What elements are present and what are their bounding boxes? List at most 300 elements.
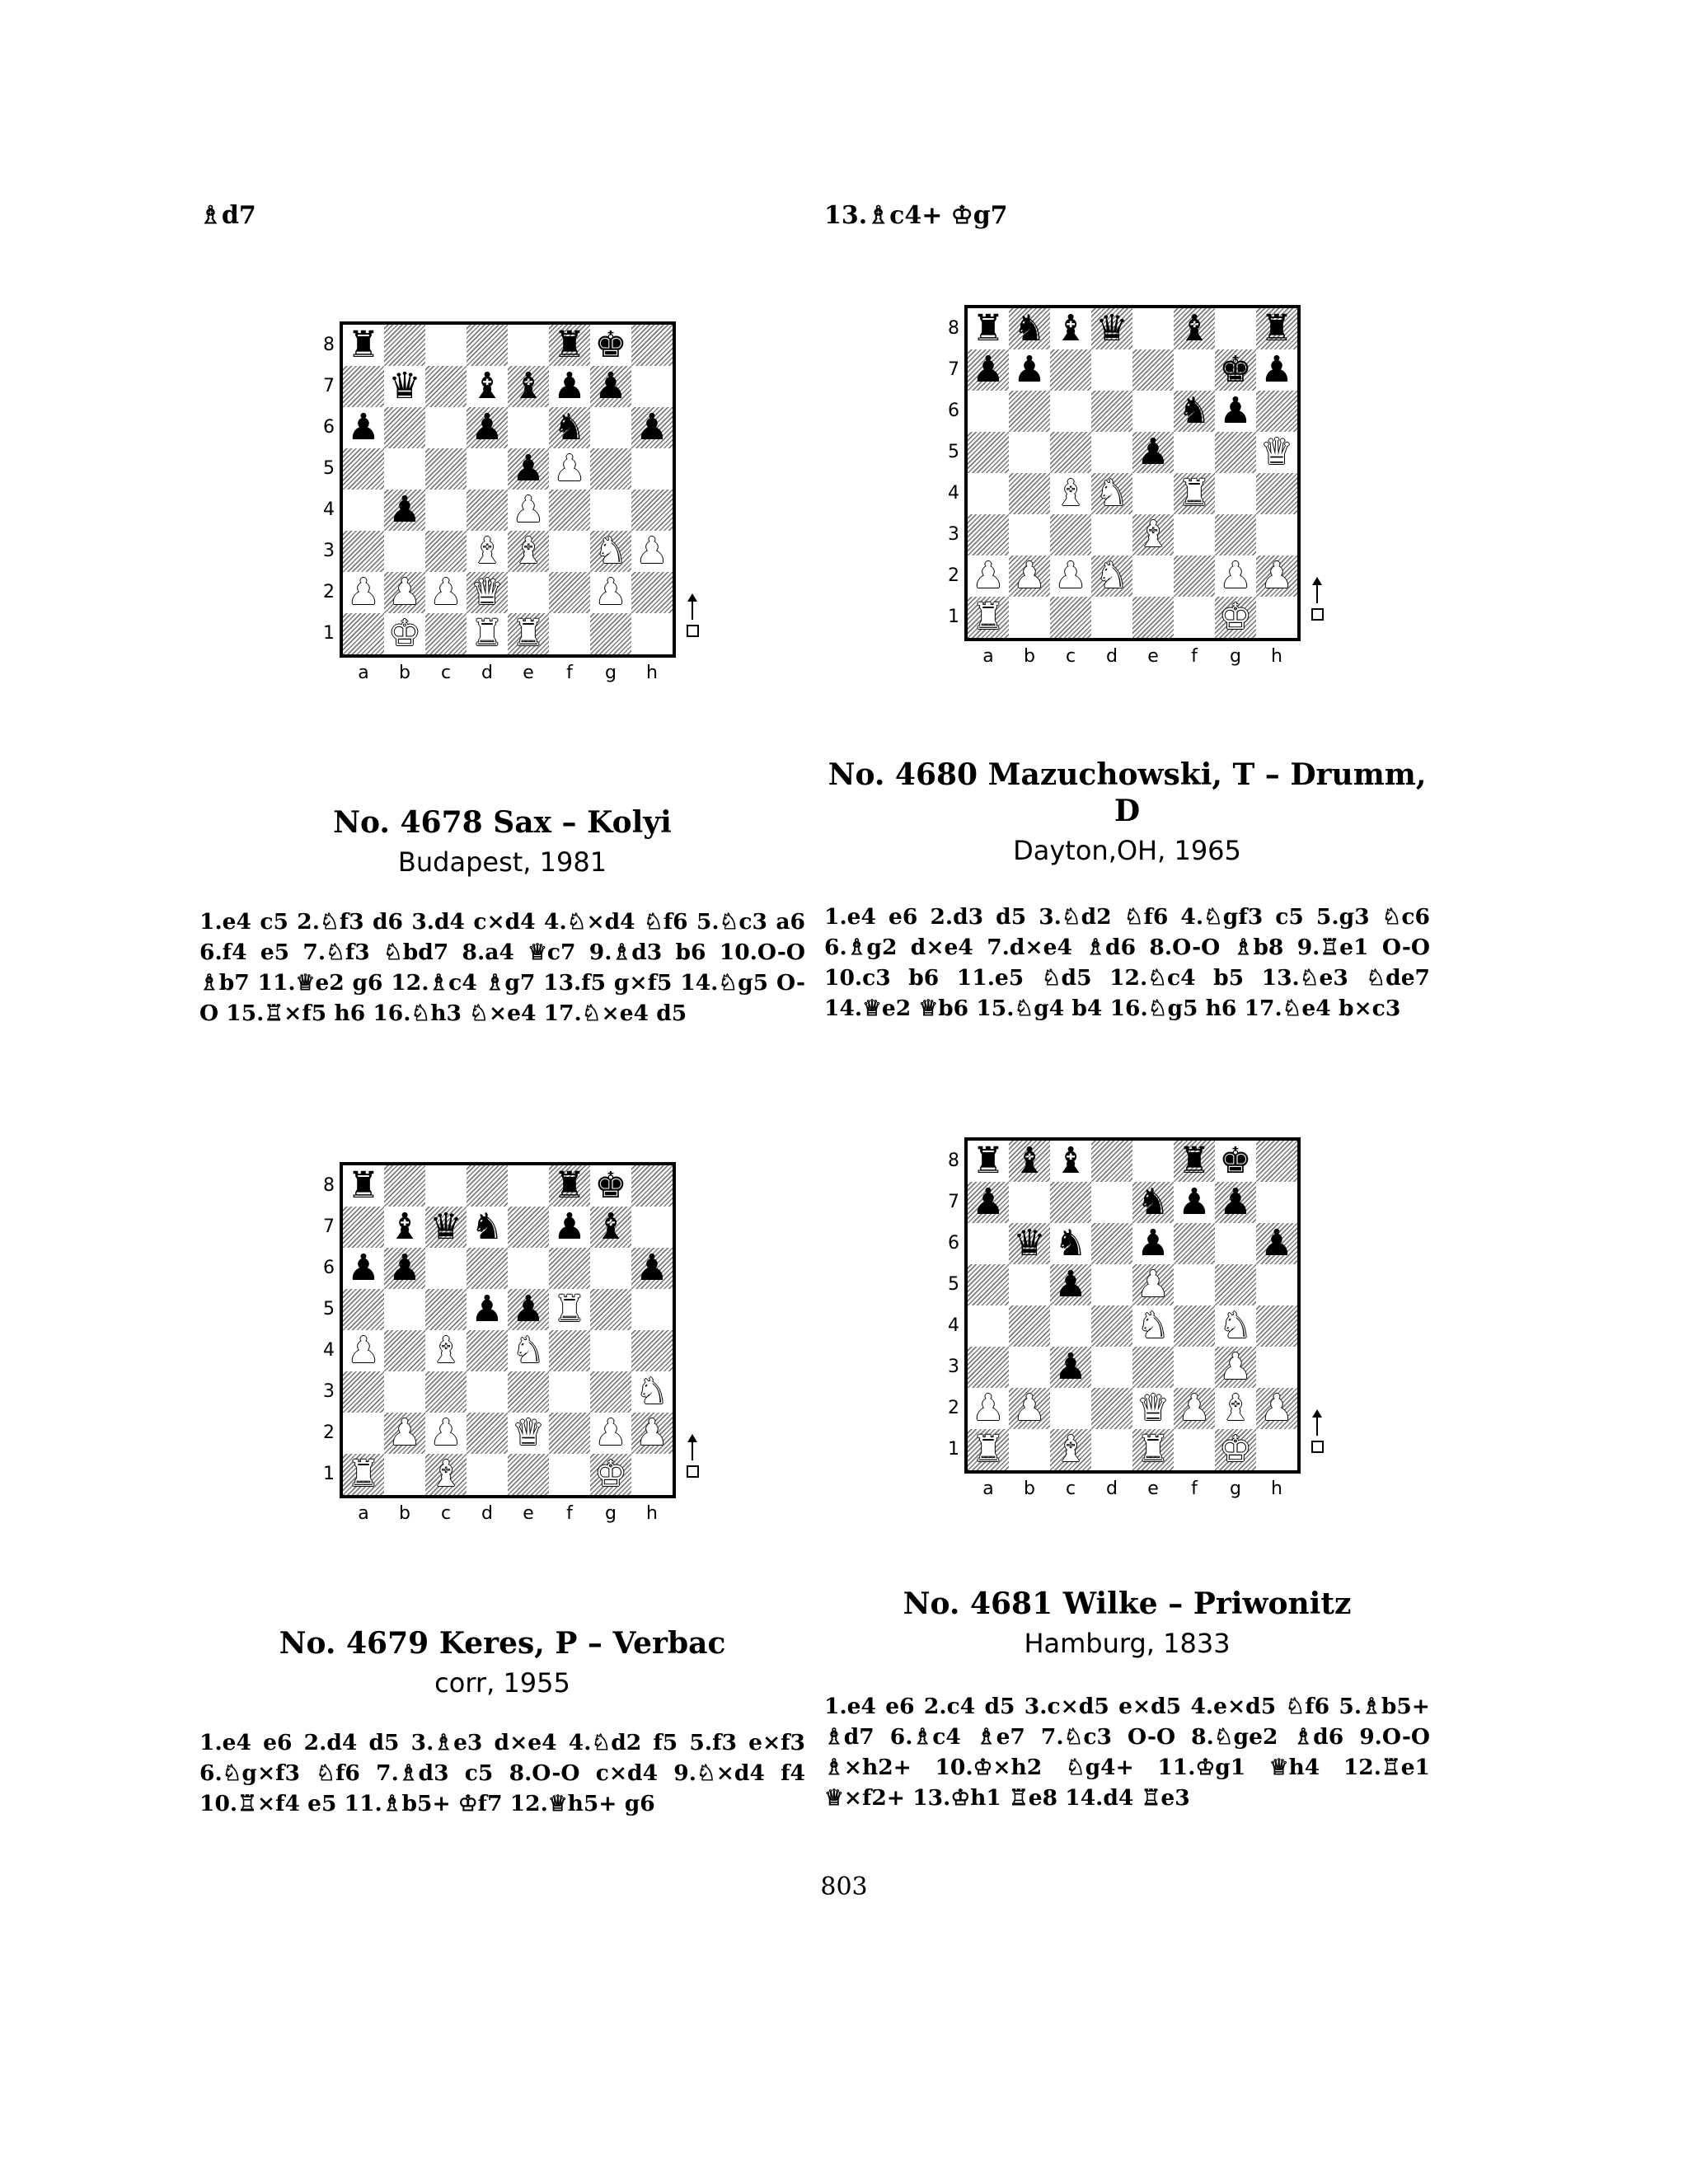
board-square-e2 <box>1132 555 1174 597</box>
chess-board <box>964 1137 1301 1474</box>
board-square-g6 <box>1215 1223 1256 1264</box>
file-label: h <box>1271 646 1282 667</box>
file-label: b <box>1024 646 1035 667</box>
board-square-c7 <box>425 1207 467 1248</box>
board-square-d8 <box>467 1165 508 1207</box>
board-square-c2 <box>1050 555 1091 597</box>
black-pawn-icon: ♟ <box>347 406 380 448</box>
board-square-e6 <box>1132 391 1174 432</box>
board-square-c8 <box>1050 308 1091 349</box>
black-rook-icon: ♜ <box>347 1165 380 1207</box>
board-square-b7 <box>1009 1182 1050 1223</box>
board-square-b6 <box>1009 391 1050 432</box>
black-bishop-icon: ♝ <box>471 365 504 407</box>
black-bishop-icon: ♝ <box>594 1206 627 1248</box>
rank-label: 8 <box>948 318 959 339</box>
board-square-a3 <box>343 1371 384 1413</box>
white-pawn-icon: ♟ <box>1013 1387 1046 1429</box>
board-square-c2 <box>425 572 467 613</box>
board-square-a1 <box>968 597 1009 638</box>
board-square-d3 <box>1091 514 1132 555</box>
board-square-d2 <box>1091 555 1132 597</box>
white-bishop-icon: ♝ <box>429 1453 462 1495</box>
game-moves: 1.e4 e6 2.d4 d5 3.♗e3 d×e4 4.♘d2 f5 5.f3 e×f3 6.♘g×f3 ♘f6 7.♗d3 c5 8.O-O c×d4 9.♘×d4 f4 10.♖×f4 e5 11.♗b5+ ♔f7 12.♕h5+ g6 <box>199 1730 805 1816</box>
black-rook-icon: ♜ <box>972 1140 1005 1182</box>
board-square-f1 <box>549 1454 590 1495</box>
board-square-h3 <box>631 1371 673 1413</box>
rank-label: 5 <box>323 1299 335 1319</box>
board-square-e7 <box>1132 1182 1174 1223</box>
board-square-f6 <box>1174 391 1215 432</box>
board-square-c8 <box>425 1165 467 1207</box>
board-square-b1 <box>1009 1429 1050 1470</box>
board-square-h1 <box>1256 1429 1297 1470</box>
board-square-h4 <box>1256 1305 1297 1347</box>
board-square-b7 <box>384 1207 425 1248</box>
board-square-d2 <box>1091 1388 1132 1429</box>
board-square-c5 <box>1050 1264 1091 1305</box>
board-square-f4 <box>549 1330 590 1371</box>
board-square-h4 <box>631 1330 673 1371</box>
board-square-e2 <box>508 572 549 613</box>
black-king-icon: ♚ <box>594 1165 627 1207</box>
side-to-move-indicator <box>684 593 701 643</box>
rank-label: 4 <box>323 499 335 520</box>
board-square-g1 <box>590 1454 631 1495</box>
board-square-a6 <box>968 391 1009 432</box>
board-square-f6 <box>549 1248 590 1289</box>
file-label: d <box>481 1503 493 1524</box>
board-square-g7 <box>1215 349 1256 391</box>
board-square-a8 <box>968 1141 1009 1182</box>
black-pawn-icon: ♟ <box>512 1288 545 1330</box>
board-square-f7 <box>1174 1182 1215 1223</box>
board-square-c6 <box>425 407 467 448</box>
game-event-place: corr, 1955 <box>434 1667 570 1699</box>
side-to-move-indicator <box>1309 577 1325 626</box>
game-moves: 1.e4 e6 2.c4 d5 3.c×d5 e×d5 4.e×d5 ♘f6 5.♗b5+ ♗d7 6.♗c4 ♗e7 7.♘c3 O-O 8.♘ge2 ♗d6 9.O-O ♗×h2+ 10.♔×h2 ♘g4+ 11.♔g1 ♕h4 12.♖e1 ♕×f2+ 13.♔h1 ♖e8 14.d4 ♖e3 <box>824 1694 1430 1811</box>
board-square-g2 <box>590 1413 631 1454</box>
white-bishop-icon: ♝ <box>1054 1428 1087 1470</box>
white-pawn-icon: ♟ <box>1260 555 1293 597</box>
board-square-d4 <box>1091 473 1132 514</box>
file-label: b <box>1024 1479 1035 1499</box>
board-square-f5 <box>1174 432 1215 473</box>
board-square-d1 <box>1091 1429 1132 1470</box>
board-square-g8 <box>1215 308 1256 349</box>
board-square-g2 <box>590 572 631 613</box>
black-knight-icon: ♞ <box>1054 1222 1087 1264</box>
board-square-e3 <box>1132 514 1174 555</box>
file-label: g <box>605 663 617 683</box>
board-square-a6 <box>968 1223 1009 1264</box>
board-square-e4 <box>508 490 549 531</box>
black-pawn-icon: ♟ <box>594 365 627 407</box>
black-rook-icon: ♜ <box>553 1165 586 1207</box>
black-pawn-icon: ♟ <box>1260 1222 1293 1264</box>
white-queen-icon: ♛ <box>1137 1387 1170 1429</box>
board-square-c5 <box>425 1289 467 1330</box>
board-square-b2 <box>384 1413 425 1454</box>
chess-board <box>340 321 676 658</box>
board-square-h7 <box>1256 1182 1297 1223</box>
black-pawn-icon: ♟ <box>1013 349 1046 391</box>
white-pawn-icon: ♟ <box>1219 555 1252 597</box>
board-square-e4 <box>508 1330 549 1371</box>
rank-label: 5 <box>948 442 959 462</box>
board-square-a2 <box>343 1413 384 1454</box>
black-knight-icon: ♞ <box>1137 1181 1170 1223</box>
white-pawn-icon: ♟ <box>1054 555 1087 597</box>
board-square-b5 <box>384 448 425 490</box>
file-label: h <box>646 1503 658 1524</box>
game-title: No. 4678 Sax – Kolyi <box>333 805 672 840</box>
board-square-h6 <box>1256 1223 1297 1264</box>
board-square-h2 <box>1256 1388 1297 1429</box>
white-knight-icon: ♞ <box>635 1371 668 1413</box>
board-square-d8 <box>1091 308 1132 349</box>
board-square-a7 <box>343 366 384 407</box>
file-label: f <box>566 1503 573 1524</box>
white-rook-icon: ♜ <box>972 596 1005 638</box>
board-square-a5 <box>343 1289 384 1330</box>
board-square-e5 <box>1132 432 1174 473</box>
white-queen-icon: ♛ <box>471 571 504 613</box>
white-pawn-icon: ♟ <box>429 1412 462 1454</box>
board-square-b1 <box>1009 597 1050 638</box>
file-label: h <box>646 663 658 683</box>
black-knight-icon: ♞ <box>1178 390 1211 432</box>
file-label: g <box>1230 1479 1241 1499</box>
white-rook-icon: ♜ <box>1137 1428 1170 1470</box>
white-pawn-icon: ♟ <box>972 555 1005 597</box>
board-square-d2 <box>467 1413 508 1454</box>
rank-label: 3 <box>948 524 959 545</box>
board-square-c3 <box>1050 1347 1091 1388</box>
black-pawn-icon: ♟ <box>1260 349 1293 391</box>
rank-label: 4 <box>948 483 959 504</box>
rank-label: 7 <box>948 359 959 380</box>
white-pawn-icon: ♟ <box>635 530 668 572</box>
board-square-e4 <box>1132 473 1174 514</box>
black-rook-icon: ♜ <box>1260 307 1293 349</box>
rank-label: 5 <box>323 458 335 479</box>
board-square-f5 <box>1174 1264 1215 1305</box>
board-square-h2 <box>1256 555 1297 597</box>
black-pawn-icon: ♟ <box>553 1206 586 1248</box>
board-square-e8 <box>1132 1141 1174 1182</box>
white-pawn-icon: ♟ <box>512 489 545 531</box>
file-label: b <box>399 1503 410 1524</box>
board-square-c4 <box>1050 1305 1091 1347</box>
arrow-shaft <box>692 597 693 620</box>
black-rook-icon: ♜ <box>553 324 586 366</box>
board-square-e7 <box>508 366 549 407</box>
arrow-shaft <box>1316 580 1318 603</box>
white-knight-icon: ♞ <box>1095 555 1128 597</box>
board-square-h7 <box>631 1207 673 1248</box>
board-square-b7 <box>384 366 425 407</box>
board-square-f2 <box>549 572 590 613</box>
white-knight-icon: ♞ <box>1137 1305 1170 1347</box>
board-square-e6 <box>1132 1223 1174 1264</box>
white-knight-icon: ♞ <box>594 530 627 572</box>
white-knight-icon: ♞ <box>1219 1305 1252 1347</box>
board-square-b3 <box>384 1371 425 1413</box>
black-bishop-icon: ♝ <box>1054 1140 1087 1182</box>
white-rook-icon: ♜ <box>471 612 504 654</box>
board-square-c8 <box>1050 1141 1091 1182</box>
board-square-b1 <box>384 1454 425 1495</box>
file-label: d <box>1106 646 1118 667</box>
board-square-d3 <box>1091 1347 1132 1388</box>
white-queen-icon: ♛ <box>512 1412 545 1454</box>
side-to-move-indicator <box>684 1434 701 1483</box>
board-square-b8 <box>384 1165 425 1207</box>
board-square-a3 <box>343 531 384 572</box>
black-bishop-icon: ♝ <box>1178 307 1211 349</box>
white-bishop-icon: ♝ <box>1137 513 1170 555</box>
board-square-g3 <box>590 1371 631 1413</box>
board-square-a8 <box>343 325 384 366</box>
board-square-f3 <box>549 531 590 572</box>
file-label: f <box>1191 646 1198 667</box>
board-square-b8 <box>384 325 425 366</box>
board-square-a3 <box>968 514 1009 555</box>
arrow-shaft <box>1316 1413 1318 1436</box>
file-label: c <box>440 1503 452 1524</box>
board-square-d6 <box>467 1248 508 1289</box>
file-label: g <box>605 1503 617 1524</box>
game-event-place: Dayton,OH, 1965 <box>1013 835 1241 866</box>
rank-label: 8 <box>323 1175 335 1196</box>
file-label: c <box>440 663 452 683</box>
rank-label: 8 <box>323 335 335 355</box>
board-square-h4 <box>1256 473 1297 514</box>
board-square-b6 <box>384 407 425 448</box>
board-square-g4 <box>1215 1305 1256 1347</box>
file-label: f <box>566 663 573 683</box>
board-square-d7 <box>467 366 508 407</box>
black-rook-icon: ♜ <box>972 307 1005 349</box>
board-square-g4 <box>1215 473 1256 514</box>
rank-label: 1 <box>948 607 959 627</box>
white-to-move-icon <box>687 625 699 637</box>
rank-label: 2 <box>323 1422 335 1443</box>
black-king-icon: ♚ <box>594 324 627 366</box>
board-square-d3 <box>467 531 508 572</box>
board-square-d7 <box>1091 1182 1132 1223</box>
board-square-g5 <box>1215 1264 1256 1305</box>
black-queen-icon: ♛ <box>1013 1222 1046 1264</box>
board-square-a2 <box>343 572 384 613</box>
board-square-f1 <box>1174 597 1215 638</box>
board-square-d7 <box>1091 349 1132 391</box>
board-square-h2 <box>631 1413 673 1454</box>
board-square-c4 <box>425 1330 467 1371</box>
black-pawn-icon: ♟ <box>1219 390 1252 432</box>
board-square-a5 <box>968 432 1009 473</box>
board-square-e2 <box>508 1413 549 1454</box>
board-square-b8 <box>1009 1141 1050 1182</box>
board-square-f7 <box>1174 349 1215 391</box>
rank-label: 6 <box>323 417 335 438</box>
board-square-f4 <box>1174 473 1215 514</box>
board-square-h8 <box>631 325 673 366</box>
white-king-icon: ♚ <box>1219 1428 1252 1470</box>
board-square-e5 <box>508 448 549 490</box>
board-square-c7 <box>1050 1182 1091 1223</box>
board-square-c1 <box>1050 597 1091 638</box>
white-to-move-icon <box>687 1465 699 1478</box>
file-label: b <box>399 663 410 683</box>
board-square-a6 <box>343 1248 384 1289</box>
board-square-h4 <box>631 490 673 531</box>
board-square-h6 <box>631 407 673 448</box>
chess-board <box>964 305 1301 641</box>
board-square-b2 <box>384 572 425 613</box>
black-pawn-icon: ♟ <box>471 406 504 448</box>
rank-label: 1 <box>323 623 335 644</box>
white-rook-icon: ♜ <box>347 1453 380 1495</box>
white-pawn-icon: ♟ <box>429 571 462 613</box>
board-square-g3 <box>590 531 631 572</box>
board-square-d6 <box>467 407 508 448</box>
board-square-h8 <box>1256 308 1297 349</box>
board-square-h6 <box>1256 391 1297 432</box>
rank-label: 2 <box>323 582 335 602</box>
board-square-h3 <box>1256 1347 1297 1388</box>
board-square-c3 <box>425 531 467 572</box>
board-square-e3 <box>1132 1347 1174 1388</box>
board-square-b5 <box>1009 432 1050 473</box>
white-pawn-icon: ♟ <box>553 448 586 490</box>
file-label: d <box>481 663 493 683</box>
board-square-e5 <box>1132 1264 1174 1305</box>
board-square-b4 <box>384 1330 425 1371</box>
board-square-f3 <box>1174 1347 1215 1388</box>
board-square-a8 <box>968 308 1009 349</box>
board-square-b5 <box>1009 1264 1050 1305</box>
file-label: a <box>982 646 994 667</box>
board-square-b5 <box>384 1289 425 1330</box>
board-square-g6 <box>590 407 631 448</box>
white-bishop-icon: ♝ <box>512 530 545 572</box>
black-bishop-icon: ♝ <box>512 365 545 407</box>
file-label: e <box>1147 646 1159 667</box>
black-pawn-icon: ♟ <box>972 349 1005 391</box>
black-king-icon: ♚ <box>1219 349 1252 391</box>
rank-label: 1 <box>948 1439 959 1460</box>
board-square-h5 <box>1256 1264 1297 1305</box>
file-label: f <box>1191 1479 1198 1499</box>
white-pawn-icon: ♟ <box>972 1387 1005 1429</box>
board-square-d4 <box>1091 1305 1132 1347</box>
board-square-e7 <box>508 1207 549 1248</box>
board-square-c6 <box>1050 391 1091 432</box>
board-square-f1 <box>549 613 590 654</box>
board-square-b3 <box>384 531 425 572</box>
board-square-b2 <box>1009 555 1050 597</box>
board-square-c2 <box>425 1413 467 1454</box>
rank-label: 6 <box>323 1258 335 1278</box>
board-square-g3 <box>1215 514 1256 555</box>
game-title: No. 4681 Wilke – Priwonitz <box>903 1586 1352 1621</box>
board-square-e4 <box>1132 1305 1174 1347</box>
board-square-g4 <box>590 1330 631 1371</box>
board-square-c3 <box>1050 514 1091 555</box>
page-number: 803 <box>820 1872 868 1901</box>
board-square-b8 <box>1009 308 1050 349</box>
board-square-d6 <box>1091 1223 1132 1264</box>
black-king-icon: ♚ <box>1219 1140 1252 1182</box>
white-pawn-icon: ♟ <box>1178 1387 1211 1429</box>
board-square-f8 <box>1174 1141 1215 1182</box>
black-bishop-icon: ♝ <box>1054 307 1087 349</box>
rank-label: 3 <box>323 541 335 561</box>
board-square-f2 <box>549 1413 590 1454</box>
board-square-b2 <box>1009 1388 1050 1429</box>
board-square-c6 <box>1050 1223 1091 1264</box>
file-label: d <box>1106 1479 1118 1499</box>
white-knight-icon: ♞ <box>512 1329 545 1371</box>
board-square-d8 <box>1091 1141 1132 1182</box>
board-square-a3 <box>968 1347 1009 1388</box>
white-pawn-icon: ♟ <box>1260 1387 1293 1429</box>
board-square-g7 <box>1215 1182 1256 1223</box>
file-label: c <box>1065 646 1076 667</box>
board-square-g8 <box>590 325 631 366</box>
board-square-d8 <box>467 325 508 366</box>
black-queen-icon: ♛ <box>388 365 421 407</box>
board-square-f8 <box>1174 308 1215 349</box>
game-title: No. 4680 Mazuchowski, T – Drumm, D <box>828 757 1427 828</box>
white-king-icon: ♚ <box>1219 596 1252 638</box>
board-square-h7 <box>1256 349 1297 391</box>
board-square-c5 <box>1050 432 1091 473</box>
board-square-g1 <box>1215 1429 1256 1470</box>
white-pawn-icon: ♟ <box>594 571 627 613</box>
game-title: No. 4679 Keres, P – Verbac <box>279 1626 726 1661</box>
board-square-c5 <box>425 448 467 490</box>
black-pawn-icon: ♟ <box>347 1247 380 1289</box>
board-square-c1 <box>425 1454 467 1495</box>
white-pawn-icon: ♟ <box>347 1329 380 1371</box>
white-queen-icon: ♛ <box>1260 431 1293 473</box>
white-pawn-icon: ♟ <box>1013 555 1046 597</box>
white-bishop-icon: ♝ <box>471 530 504 572</box>
board-square-g5 <box>590 448 631 490</box>
board-square-f7 <box>549 366 590 407</box>
black-pawn-icon: ♟ <box>1054 1263 1087 1305</box>
white-pawn-icon: ♟ <box>347 571 380 613</box>
board-square-g6 <box>1215 391 1256 432</box>
board-square-a4 <box>343 490 384 531</box>
black-queen-icon: ♛ <box>429 1206 462 1248</box>
right-carryover-move: 13.♗c4+ ♔g7 <box>824 201 1008 230</box>
board-square-d1 <box>1091 597 1132 638</box>
board-square-c7 <box>1050 349 1091 391</box>
black-knight-icon: ♞ <box>1013 307 1046 349</box>
board-square-e8 <box>508 1165 549 1207</box>
board-square-e1 <box>1132 1429 1174 1470</box>
board-square-d3 <box>467 1371 508 1413</box>
board-square-h5 <box>1256 432 1297 473</box>
board-square-f2 <box>1174 555 1215 597</box>
board-square-a2 <box>968 1388 1009 1429</box>
board-square-f3 <box>1174 514 1215 555</box>
board-square-g3 <box>1215 1347 1256 1388</box>
